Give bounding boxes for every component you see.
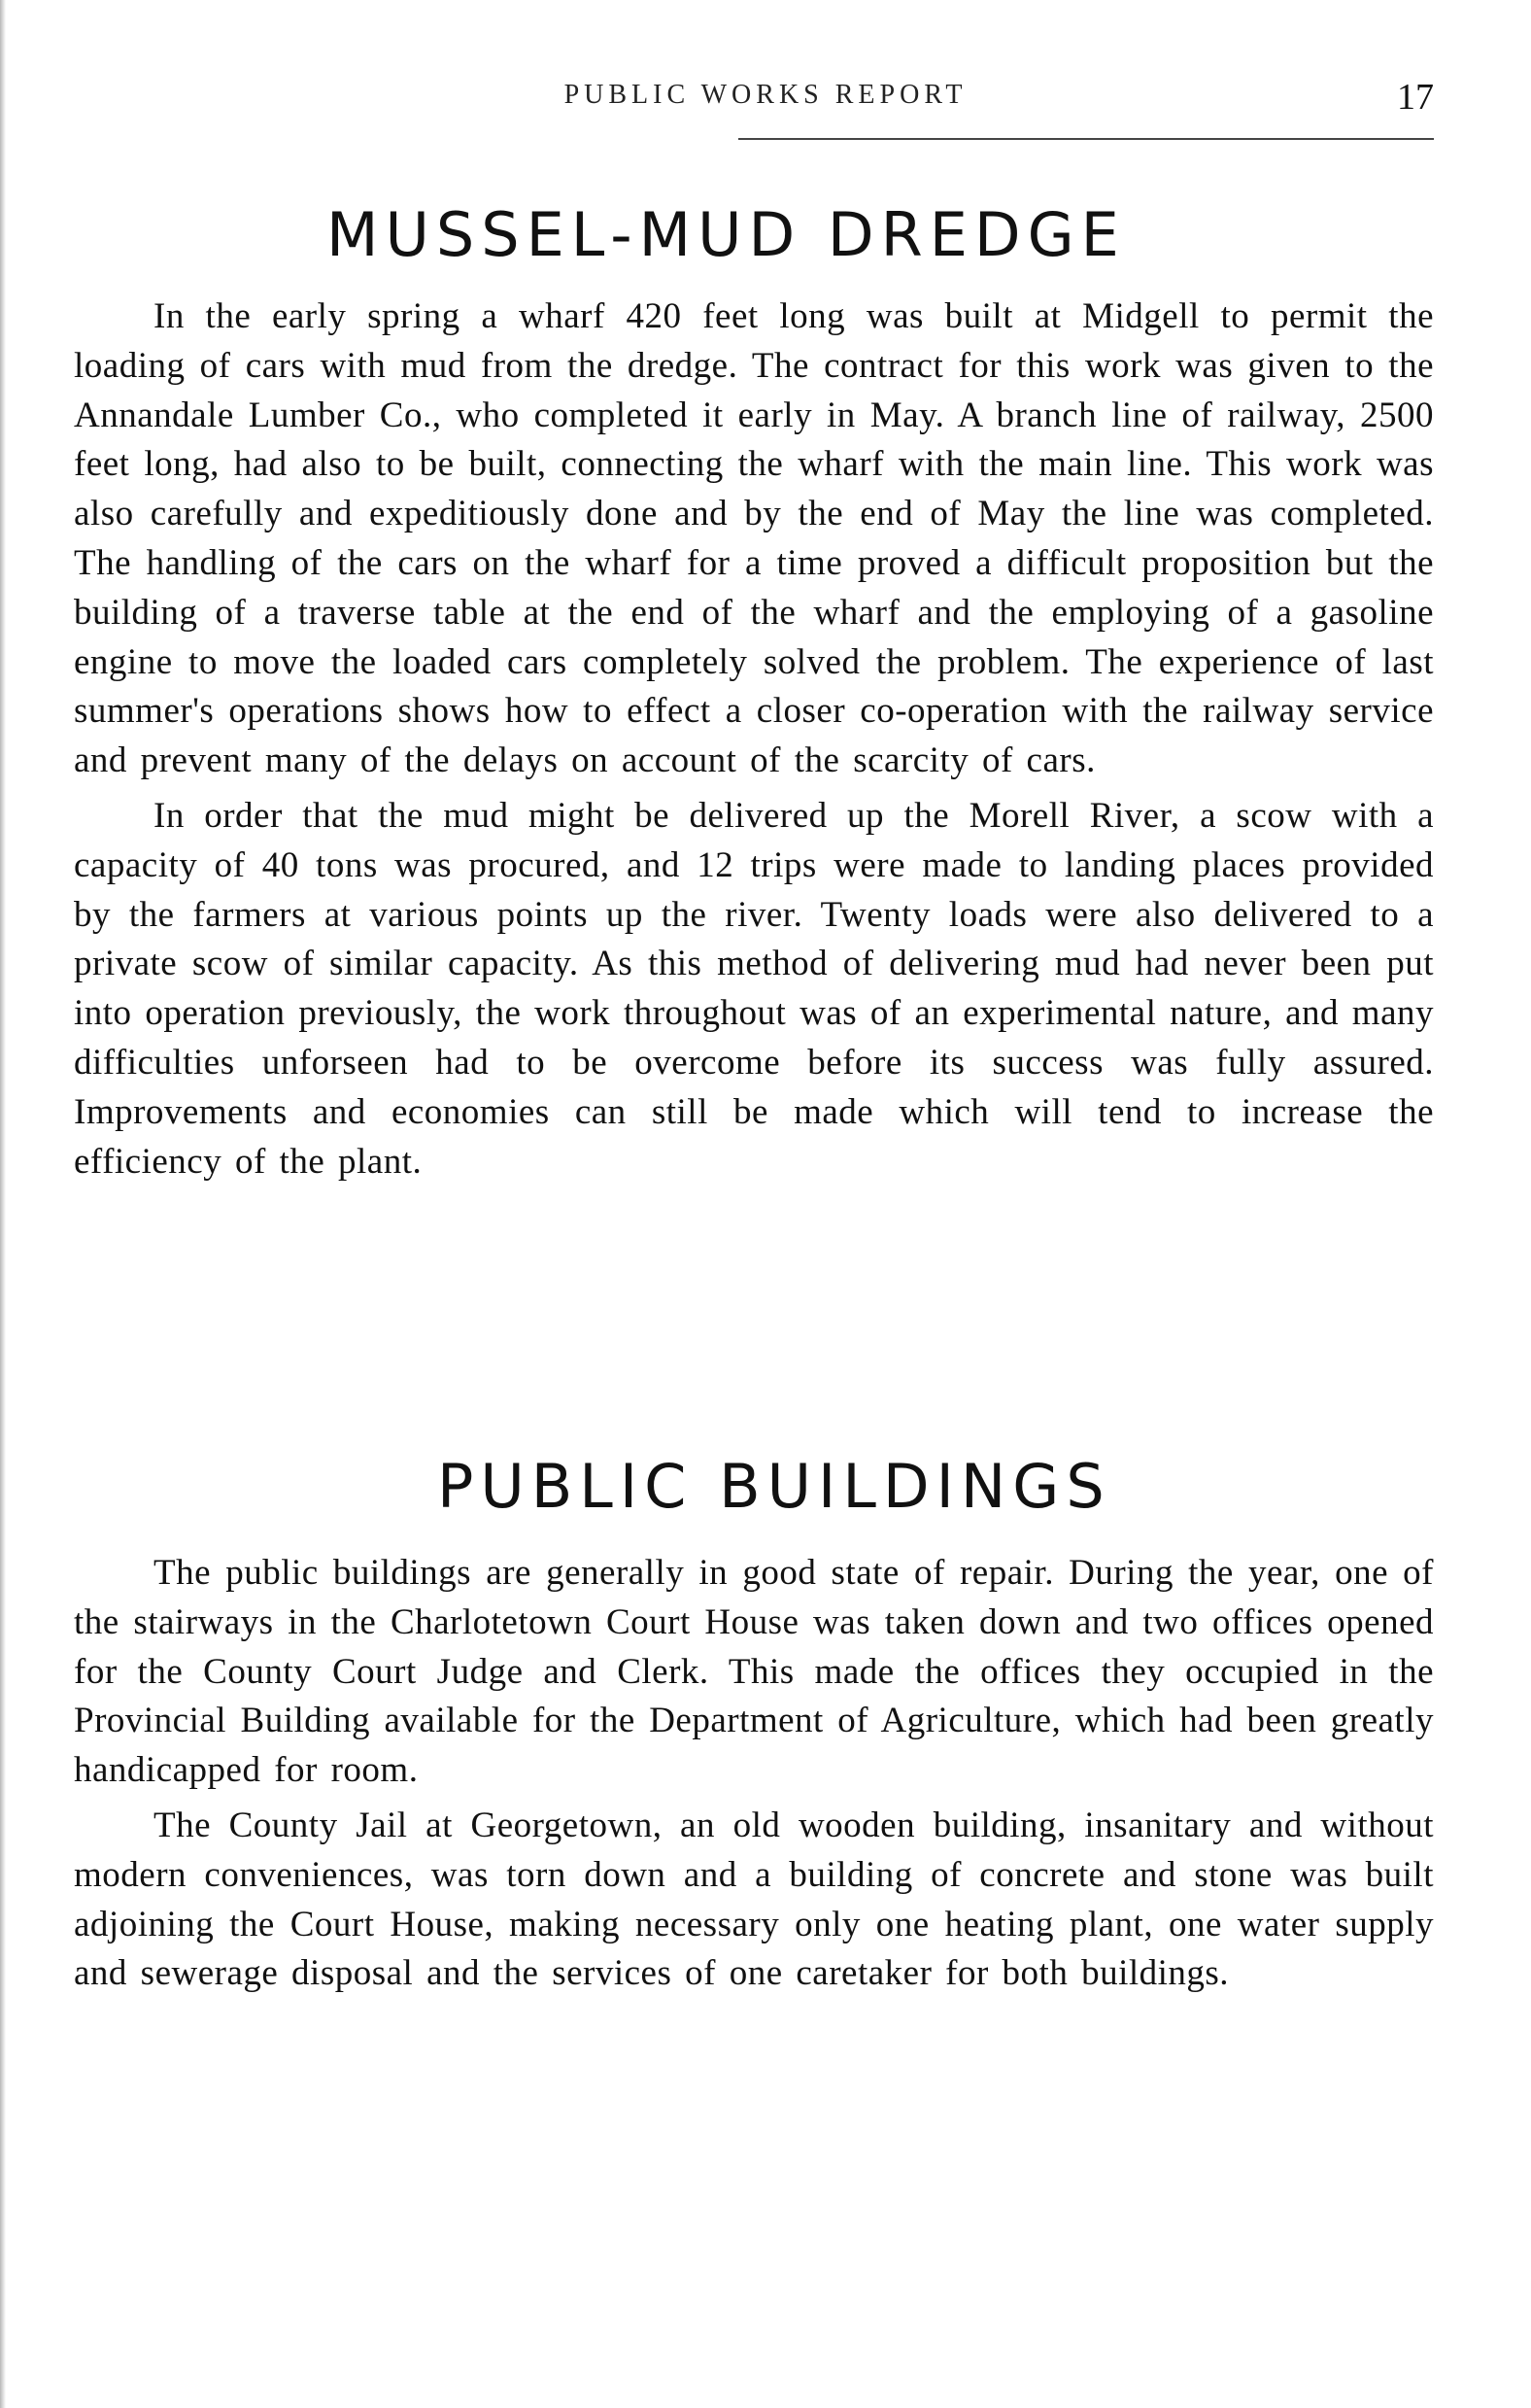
section-public-buildings	[74, 1451, 1434, 1999]
header-rule	[738, 138, 1434, 140]
section-title: MUSSEL-MUD DREDGE	[326, 199, 1126, 270]
paragraph: The public buildings are generally in good state of repair. During the year, one of the stairways in the Charlotetown Court House was taken down and two offices opened for the County Court Judge and Clerk. This made the offices they occupied in the Provincial Building available for the Department of Agriculture, which had been greatly handicapped for room.	[74, 1553, 1434, 1791]
section-mussel-mud-dredge	[74, 199, 1434, 1187]
section-title: PUBLIC BUILDINGS	[437, 1451, 1111, 1522]
page-number: 17	[1397, 77, 1434, 118]
paragraph: The County Jail at Georgetown, an old wooden building, insanitary and without modern conveniences, was torn down and a building of concrete and stone was built adjoining the Court House, making necessary only one heating plant, one water supply and sewerage disposal and the services of one caretaker for both buildings.	[74, 1805, 1434, 1994]
page-edge-shadow	[0, 0, 6, 2408]
paragraph: In order that the mud might be delivered up the Morell River, a scow with a capacity of 40 tons was procured, and 12 trips were made to landing places provided by the farmers at various points up the river. Twenty loads were also delivered to a private scow of similar capacity. As this method of delivering mud had never been put into operation previously, the work throughout was of an experimental nature, and many difficulties unforseen had to be overcome before its success was fully assured. Improvements and economies can still be made which will tend to increase the efficiency of the plant.	[74, 795, 1434, 1182]
running-title: PUBLIC WORKS REPORT	[563, 80, 968, 110]
paragraph: In the early spring a wharf 420 feet long was built at Midgell to permit the loading of cars with mud from the dredge. The contract for this work was given to the Annandale Lumber Co., who completed it early in May. A branch line of railway, 2500 feet long, had also to be built, connecting the wharf with the main line. This work was also carefully and expeditiously done and by the end of May the line was completed. The handling of the cars on the wharf for a time proved a difficult proposition but the building of a traverse table at the end of the wharf and the employing of a gasoline engine to move the loaded cars completely solved the problem. The experience of last summer's operations shows how to effect a closer co-operation with the railway service and prevent many of the delays on account of the scarcity of cars.	[74, 296, 1434, 781]
running-header	[0, 76, 1531, 124]
